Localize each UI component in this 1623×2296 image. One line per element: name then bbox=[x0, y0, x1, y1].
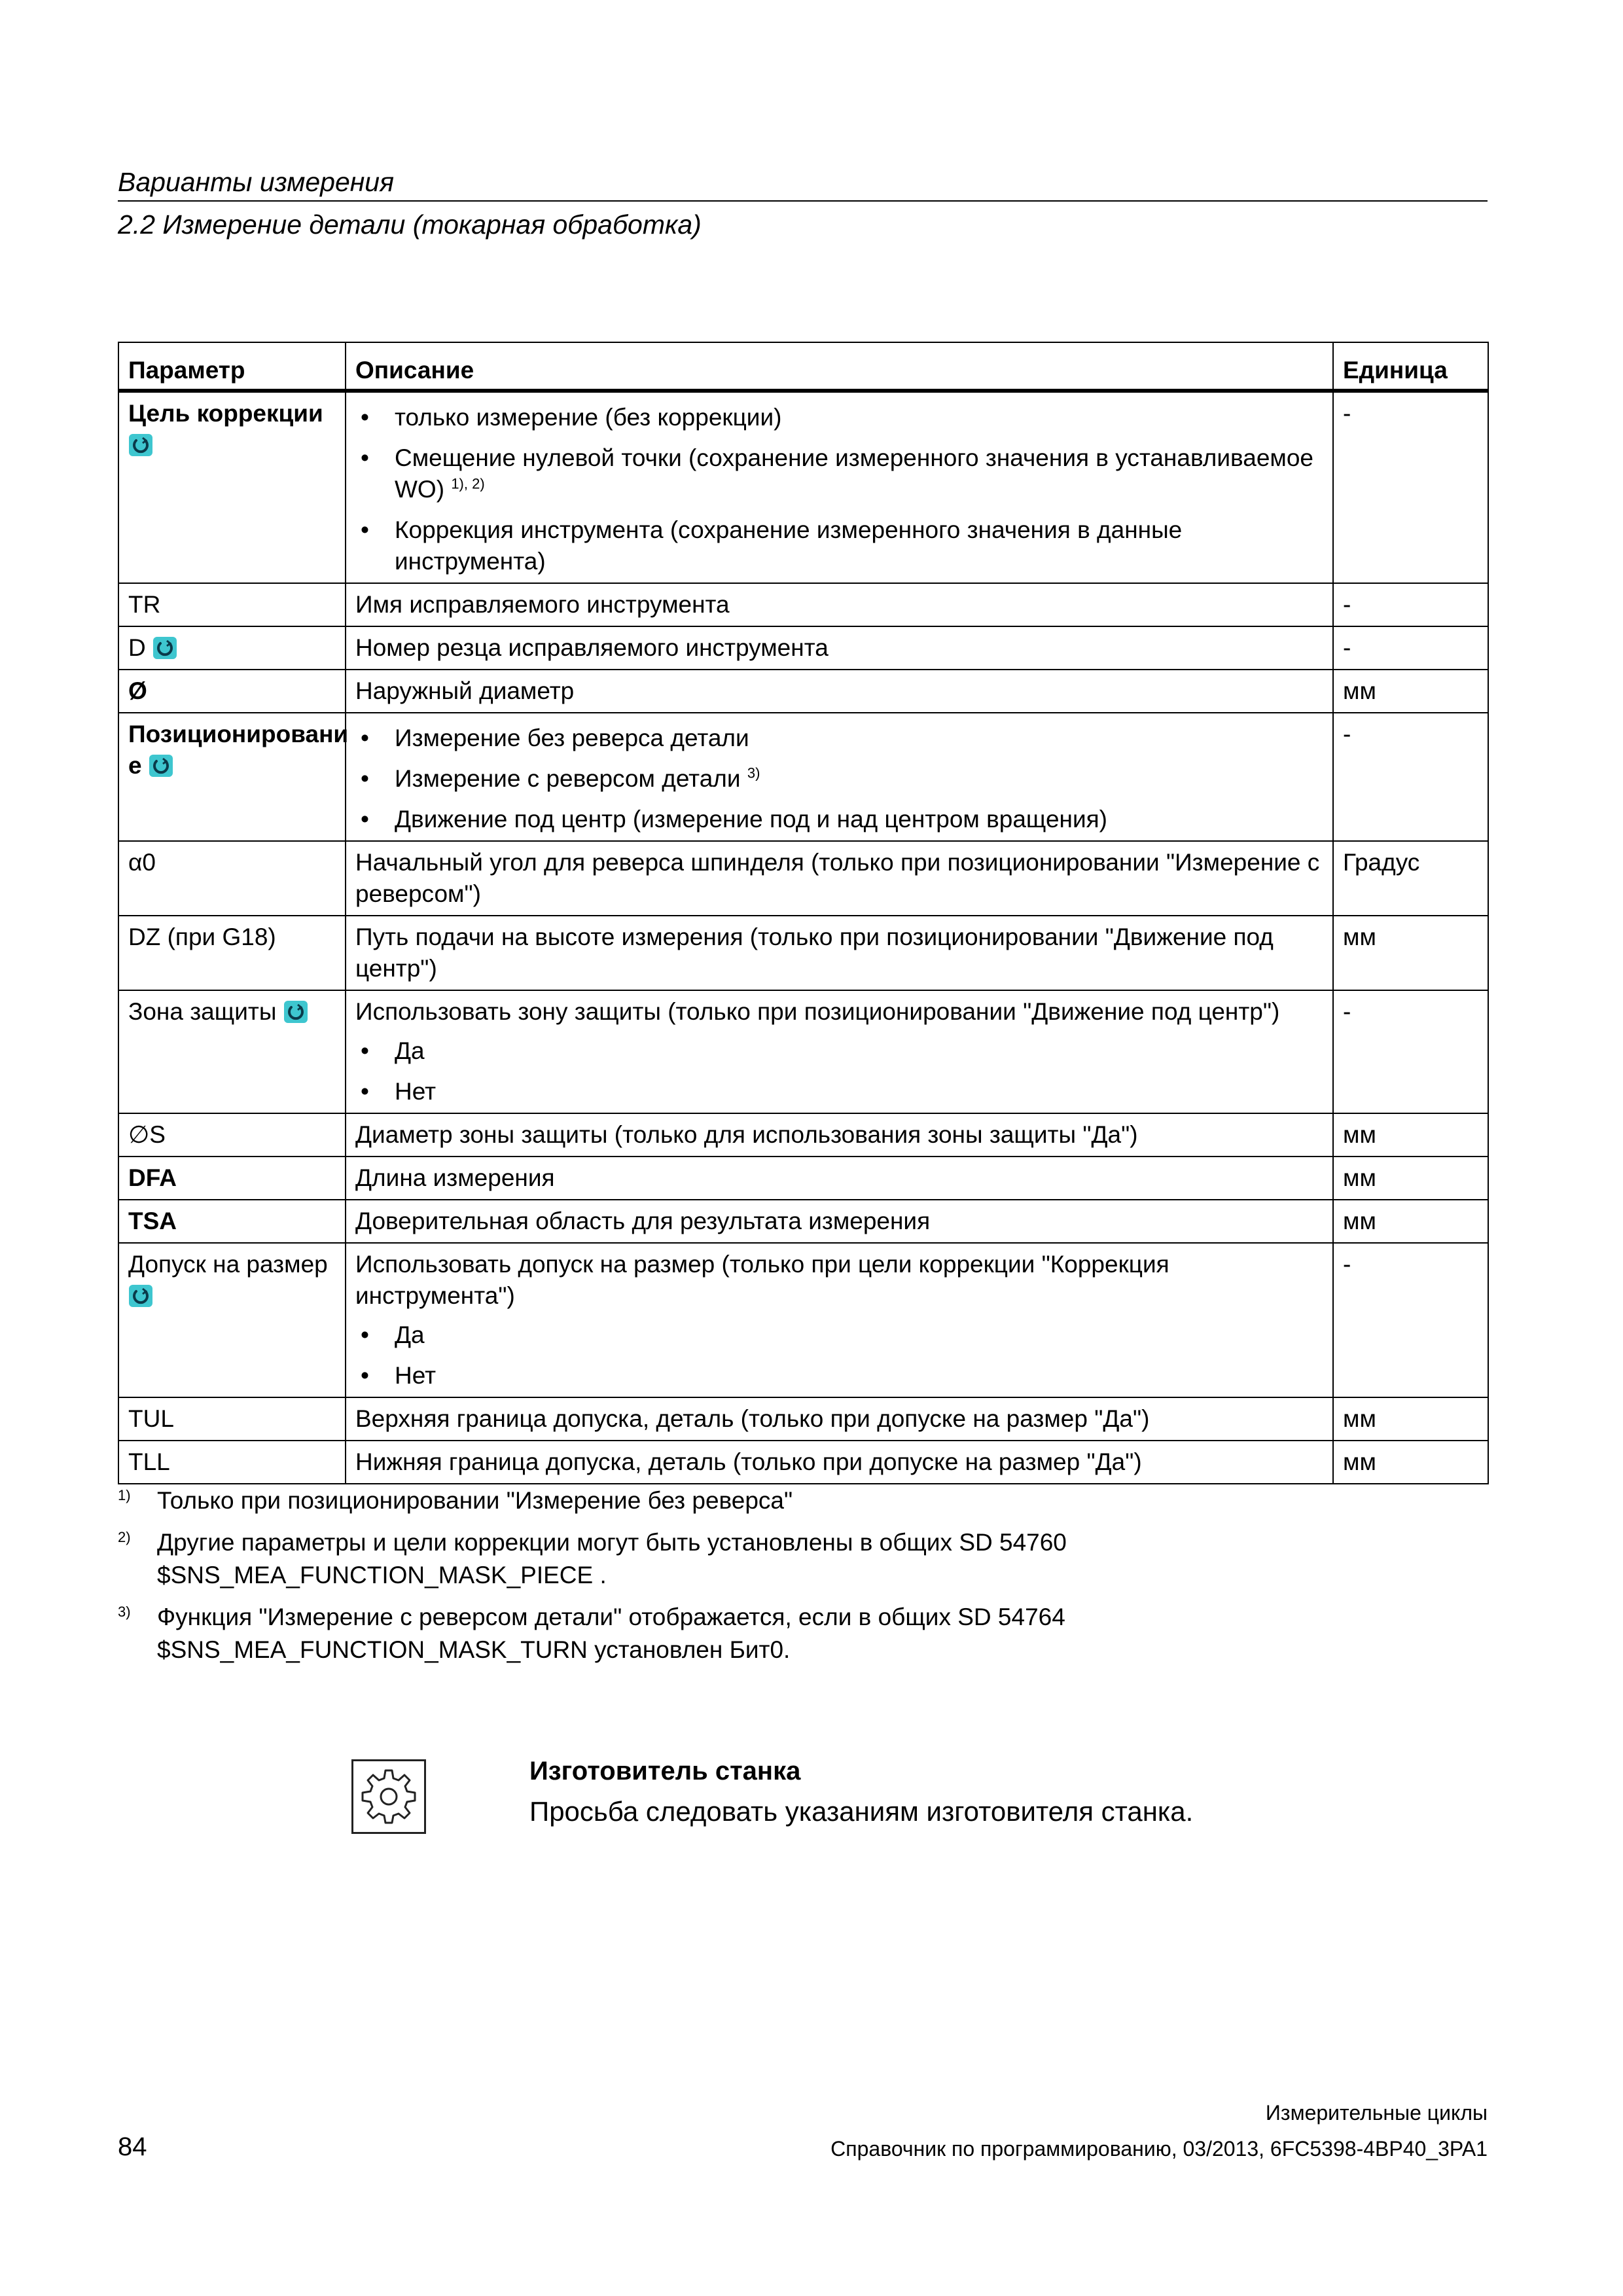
unit-cell: мм bbox=[1333, 1200, 1488, 1243]
footnote-text-cont: $SNS_MEA_FUNCTION_MASK_PIECE . bbox=[157, 1562, 607, 1588]
desc-cell: Длина измерения bbox=[346, 1157, 1333, 1200]
gear-icon bbox=[351, 1759, 426, 1834]
table-row bbox=[118, 990, 1488, 1113]
cycle-icon[interactable] bbox=[128, 1284, 153, 1308]
desc-cell bbox=[346, 391, 1333, 583]
param-cell bbox=[118, 1243, 346, 1397]
cycle-icon[interactable] bbox=[152, 636, 177, 660]
unit-cell: мм bbox=[1333, 916, 1488, 990]
list-item: • Движение под центр (измерение под и над центром вращения) bbox=[355, 804, 1325, 835]
unit-cell: мм bbox=[1333, 1157, 1488, 1200]
param-cell: TR bbox=[118, 583, 346, 626]
list-item: • Измерение с реверсом детали $^{3)}$ bbox=[355, 763, 1325, 795]
footnote-number: 1) bbox=[118, 1487, 131, 1503]
footnote-ref: 3) bbox=[747, 764, 760, 781]
desc-cell: Номер резца исправляемого инструмента bbox=[346, 626, 1333, 670]
footnote-text-cont: $SNS_MEA_FUNCTION_MASK_TURN установлен Бит0. bbox=[157, 1636, 791, 1663]
table-row bbox=[118, 670, 1488, 713]
cycle-icon[interactable] bbox=[149, 754, 173, 778]
footnote bbox=[118, 1526, 1488, 1592]
footer-book-title: Измерительные циклы bbox=[1265, 2101, 1488, 2125]
list-item: • Смещение нулевой точки (сохранение измеренного значения в устанавливаемое WO) $^{1), 2)}$ bbox=[355, 442, 1325, 505]
header-divider bbox=[118, 200, 1488, 202]
list-item: • Измерение без реверса детали bbox=[355, 723, 1325, 754]
footnote bbox=[118, 1484, 1488, 1517]
param-cell: ∅S bbox=[118, 1113, 346, 1157]
param-cell: TLL bbox=[118, 1441, 346, 1484]
desc-cell: Начальный угол для реверса шпинделя (только при позиционировании "Измерение с реверсом") bbox=[346, 841, 1333, 916]
table-row bbox=[118, 1157, 1488, 1200]
table-row bbox=[118, 1113, 1488, 1157]
table-header-row bbox=[118, 342, 1488, 391]
param-name: Цель коррекции bbox=[128, 400, 323, 427]
param-cell: α0 bbox=[118, 841, 346, 916]
param-cell: Ø bbox=[118, 670, 346, 713]
table-row bbox=[118, 1441, 1488, 1484]
unit-cell: - bbox=[1333, 583, 1488, 626]
param-cell bbox=[118, 990, 346, 1113]
table-row bbox=[118, 583, 1488, 626]
list-item: • Коррекция инструмента (сохранение измеренного значения в данные инструмента) bbox=[355, 514, 1325, 577]
unit-cell: Градус bbox=[1333, 841, 1488, 916]
desc-text: Использовать зону защиты (только при позиционировании "Движение под центр") bbox=[355, 998, 1280, 1025]
footer-reference: Справочник по программированию, 03/2013, 6FC5398-4BP40_3PA1 bbox=[830, 2137, 1488, 2161]
footnote bbox=[118, 1601, 1488, 1666]
param-cell bbox=[118, 713, 349, 841]
unit-cell: - bbox=[1333, 626, 1488, 670]
table-row bbox=[118, 713, 1488, 841]
param-cell bbox=[118, 391, 346, 583]
footnote-text: Только при позиционировании "Измерение без реверса" bbox=[157, 1487, 793, 1514]
desc-cell: Доверительная область для результата измерения bbox=[346, 1200, 1333, 1243]
footnote-text: Функция "Измерение с реверсом детали" отображается, если в общих SD 54764 bbox=[157, 1604, 1065, 1630]
desc-cell: Верхняя граница допуска, деталь (только при допуске на размер "Да") bbox=[346, 1397, 1333, 1441]
desc-cell: Путь подачи на высоте измерения (только при позиционировании "Движение под центр") bbox=[346, 916, 1333, 990]
list-item: • Нет bbox=[355, 1076, 1325, 1107]
desc-cell bbox=[346, 990, 1333, 1113]
table-row bbox=[118, 1243, 1488, 1397]
unit-cell: - bbox=[1333, 713, 1488, 841]
footnote-number: 2) bbox=[118, 1529, 131, 1545]
desc-cell bbox=[346, 713, 1333, 841]
table-row bbox=[118, 916, 1488, 990]
manufacturer-note-title: Изготовитель станка bbox=[529, 1757, 801, 1785]
unit-cell: мм bbox=[1333, 1397, 1488, 1441]
list-item: • Да bbox=[355, 1319, 1325, 1351]
footnote-ref: 1), 2) bbox=[451, 475, 485, 492]
unit-cell: мм bbox=[1333, 1441, 1488, 1484]
desc-cell: Наружный диаметр bbox=[346, 670, 1333, 713]
column-header-unit: Единица bbox=[1333, 342, 1488, 391]
parameter-table bbox=[118, 342, 1489, 1484]
param-name: Зона защиты bbox=[128, 998, 277, 1025]
column-header-desc: Описание bbox=[346, 342, 1333, 391]
section-title: 2.2 Измерение детали (токарная обработка) bbox=[118, 209, 702, 240]
unit-cell: - bbox=[1333, 990, 1488, 1113]
list-item: • Нет bbox=[355, 1360, 1325, 1391]
desc-cell bbox=[346, 1243, 1333, 1397]
table-row bbox=[118, 626, 1488, 670]
unit-cell: - bbox=[1333, 1243, 1488, 1397]
table-row bbox=[118, 841, 1488, 916]
column-header-param: Параметр bbox=[118, 342, 346, 391]
table-row bbox=[118, 1397, 1488, 1441]
chapter-title: Варианты измерения bbox=[118, 167, 395, 197]
list-item: • только измерение (без коррекции) bbox=[355, 402, 1325, 433]
footnote-number: 3) bbox=[118, 1604, 131, 1620]
desc-cell: Диаметр зоны защиты (только для использования зоны защиты "Да") bbox=[346, 1113, 1333, 1157]
table-row bbox=[118, 391, 1488, 583]
unit-cell: мм bbox=[1333, 670, 1488, 713]
param-name: Позиционировани е bbox=[128, 721, 349, 779]
param-cell: DFA bbox=[118, 1157, 346, 1200]
param-cell: DZ (при G18) bbox=[118, 916, 346, 990]
manufacturer-note-text: Просьба следовать указаниям изготовителя станка. bbox=[529, 1796, 1194, 1827]
desc-text: Использовать допуск на размер (только при цели коррекции "Коррекция инструмента") bbox=[355, 1251, 1169, 1309]
desc-cell: Имя исправляемого инструмента bbox=[346, 583, 1333, 626]
param-cell: TUL bbox=[118, 1397, 346, 1441]
cycle-icon[interactable] bbox=[283, 1000, 308, 1024]
list-item: • Да bbox=[355, 1035, 1325, 1067]
cycle-icon[interactable] bbox=[128, 433, 153, 457]
param-name: D bbox=[128, 634, 146, 661]
table-row bbox=[118, 1200, 1488, 1243]
footnote-text: Другие параметры и цели коррекции могут быть установлены в общих SD 54760 bbox=[157, 1529, 1067, 1556]
param-cell bbox=[118, 626, 346, 670]
footnotes bbox=[118, 1484, 1488, 1676]
param-name: Допуск на размер bbox=[128, 1251, 328, 1278]
param-cell: TSA bbox=[118, 1200, 346, 1243]
page-number: 84 bbox=[118, 2132, 147, 2161]
unit-cell: - bbox=[1333, 391, 1488, 583]
unit-cell: мм bbox=[1333, 1113, 1488, 1157]
desc-cell: Нижняя граница допуска, деталь (только при допуске на размер "Да") bbox=[346, 1441, 1333, 1484]
